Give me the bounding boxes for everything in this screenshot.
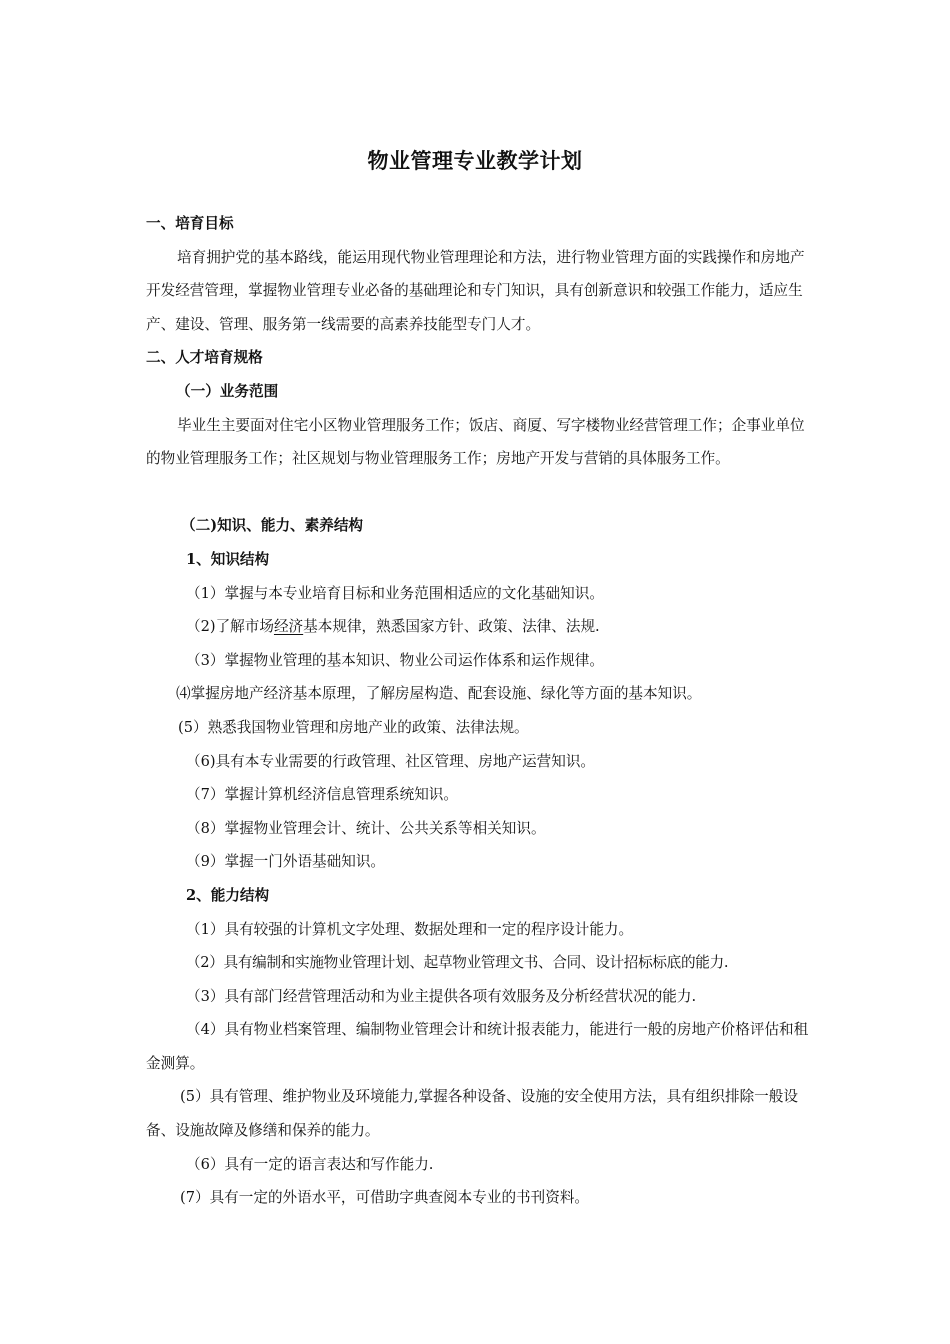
section-1-heading: 一、培育目标 [146,215,234,232]
ability-item: (7）具有一定的外语水平，可借助字典查阅本专业的书刊资料。 [180,1189,590,1207]
subsection-structure-heading: （二)知识、能力、素养结构 [181,517,364,535]
ability-item: （2）具有编制和实施物业管理计划、起草物业管理文书、合同、设计招标标底的能力. [186,954,729,972]
ability-structure-heading: 2、能力结构 [186,886,270,904]
section-1-paragraph: 培育拥护党的基本路线，能运用现代物业管理理论和方法，进行物业管理方面的实践操作和房地产开发经营管理，掌握物业管理专业必备的基础理论和专门知识，具有创新意识和较强工作能力，适应生产、建设、管理、服务第一线需要的高素养技能型专门人才。 [146,248,805,333]
knowledge-item-2 [146,610,810,644]
knowledge-item-2-suffix: 基本规律，熟悉国家方针、政策、法律、法规. [303,618,600,636]
knowledge-item: （1）掌握与本专业培育目标和业务范围相适应的文化基础知识。 [186,584,604,602]
knowledge-item-2-prefix: （2)了解市场 [186,618,274,636]
knowledge-structure-heading: 1、知识结构 [186,550,270,568]
knowledge-item: （6)具有本专业需要的行政管理、社区管理、房地产运营知识。 [186,752,596,770]
ability-item: (5）具有管理、维护物业及环境能力,掌握各种设备、设施的安全使用方法，具有组织排除一般设备、设施故障及修缮和保养的能力。 [146,1088,798,1140]
ability-item: （6）具有一定的语言表达和写作能力. [186,1155,434,1173]
knowledge-item: （7）掌握计算机经济信息管理系统知识。 [186,786,458,804]
knowledge-item: （9）掌握一门外语基础知识。 [186,853,386,871]
ability-item: （4）具有物业档案管理、编制物业管理会计和统计报表能力，能进行一般的房地产价格评估和租金测算。 [146,1021,809,1072]
knowledge-item: （8）掌握物业管理会计、统计、公共关系等相关知识。 [186,819,546,837]
knowledge-item: （3）掌握物业管理的基本知识、物业公司运作体系和运作规律。 [186,651,604,669]
section-2-heading: 二、人才培育规格 [146,349,263,367]
knowledge-item-2-underlined: 经济 [273,618,304,636]
ability-item: （3）具有部门经营管理活动和为业主提供各项有效服务及分析经营状况的能力. [186,987,697,1005]
knowledge-item: (5）熟悉我国物业管理和房地产业的政策、法律法规。 [178,718,529,736]
subsection-business-scope-heading: （一）业务范围 [176,382,279,400]
ability-item: （1）具有较强的计算机文字处理、数据处理和一定的程序设计能力。 [186,920,634,938]
knowledge-item: ⑷掌握房地产经济基本原理，了解房屋构造、配套设施、绿化等方面的基本知识。 [176,685,702,703]
business-scope-paragraph: 毕业生主要面对住宅小区物业管理服务工作；饭店、商厦、写字楼物业经营管理工作；企事业单位的物业管理服务工作；社区规划与物业管理服务工作；房地产开发与营销的具体服务工作。 [146,416,805,468]
document-body [146,207,810,1215]
document-title: 物业管理专业教学计划 [367,148,583,173]
